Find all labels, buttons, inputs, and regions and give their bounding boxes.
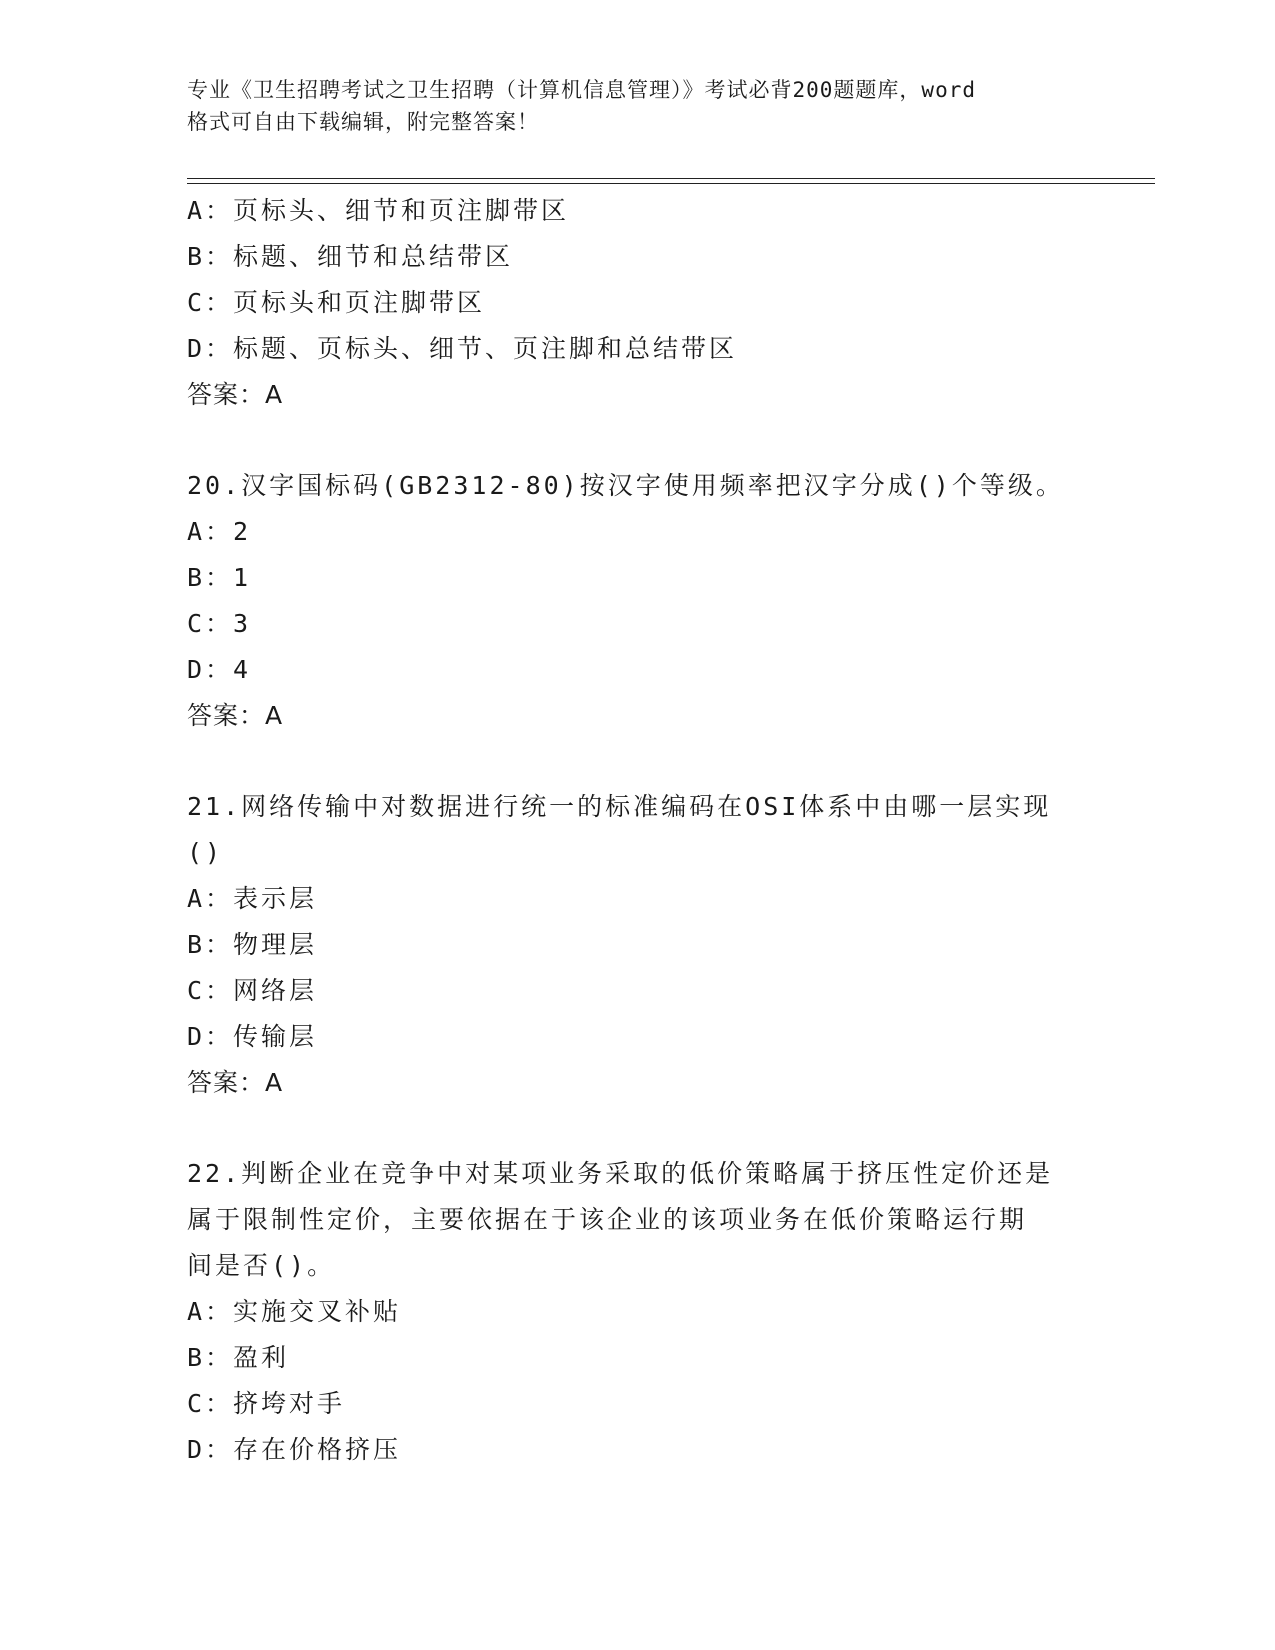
- option-a: A：页标头、细节和页注脚带区: [187, 196, 570, 225]
- header-divider-top: [187, 178, 1155, 179]
- option-c: C：3: [187, 609, 252, 638]
- question-19-block: [187, 188, 1087, 418]
- question-text-line-1: 22.判断企业在竞争中对某项业务采取的低价策略属于挤压性定价还是: [187, 1159, 1054, 1188]
- option-c: C：页标头和页注脚带区: [187, 288, 486, 317]
- header-line-1: 专业《卫生招聘考试之卫生招聘（计算机信息管理）》考试必背200题题库，word: [187, 78, 976, 102]
- answer-line: 答案：A: [187, 1068, 284, 1097]
- option-b: B：盈利: [187, 1343, 290, 1372]
- option-d: D：4: [187, 655, 252, 684]
- question-21-block: [187, 784, 1087, 1106]
- question-text: 20.汉字国标码(GB2312-80)按汉字使用频率把汉字分成()个等级。: [187, 471, 1064, 500]
- option-d: D：传输层: [187, 1022, 318, 1051]
- question-22-block: [187, 1151, 1087, 1473]
- header-line-2: 格式可自由下载编辑，附完整答案！: [187, 110, 539, 134]
- option-a: A：表示层: [187, 884, 318, 913]
- option-a: A：2: [187, 517, 252, 546]
- option-c: C：网络层: [187, 976, 318, 1005]
- question-text-line-2: (): [187, 838, 224, 867]
- answer-line: 答案：A: [187, 701, 284, 730]
- question-text-line-1: 21.网络传输中对数据进行统一的标准编码在OSI体系中由哪一层实现: [187, 792, 1052, 821]
- option-d: D：存在价格挤压: [187, 1435, 402, 1464]
- question-20-block: [187, 463, 1087, 739]
- option-b: B：物理层: [187, 930, 318, 959]
- question-text-line-2: 属于限制性定价，主要依据在于该企业的该项业务在低价策略运行期: [187, 1205, 1028, 1234]
- question-list: [187, 188, 1087, 1473]
- option-b: B：标题、细节和总结带区: [187, 242, 514, 271]
- option-a: A：实施交叉补贴: [187, 1297, 402, 1326]
- question-text-line-3: 间是否()。: [187, 1251, 336, 1280]
- header-divider-bottom: [187, 183, 1155, 184]
- option-b: B：1: [187, 563, 252, 592]
- document-header: [187, 74, 1087, 138]
- answer-line: 答案：A: [187, 380, 284, 409]
- option-d: D：标题、页标头、细节、页注脚和总结带区: [187, 334, 738, 363]
- option-c: C：挤垮对手: [187, 1389, 346, 1418]
